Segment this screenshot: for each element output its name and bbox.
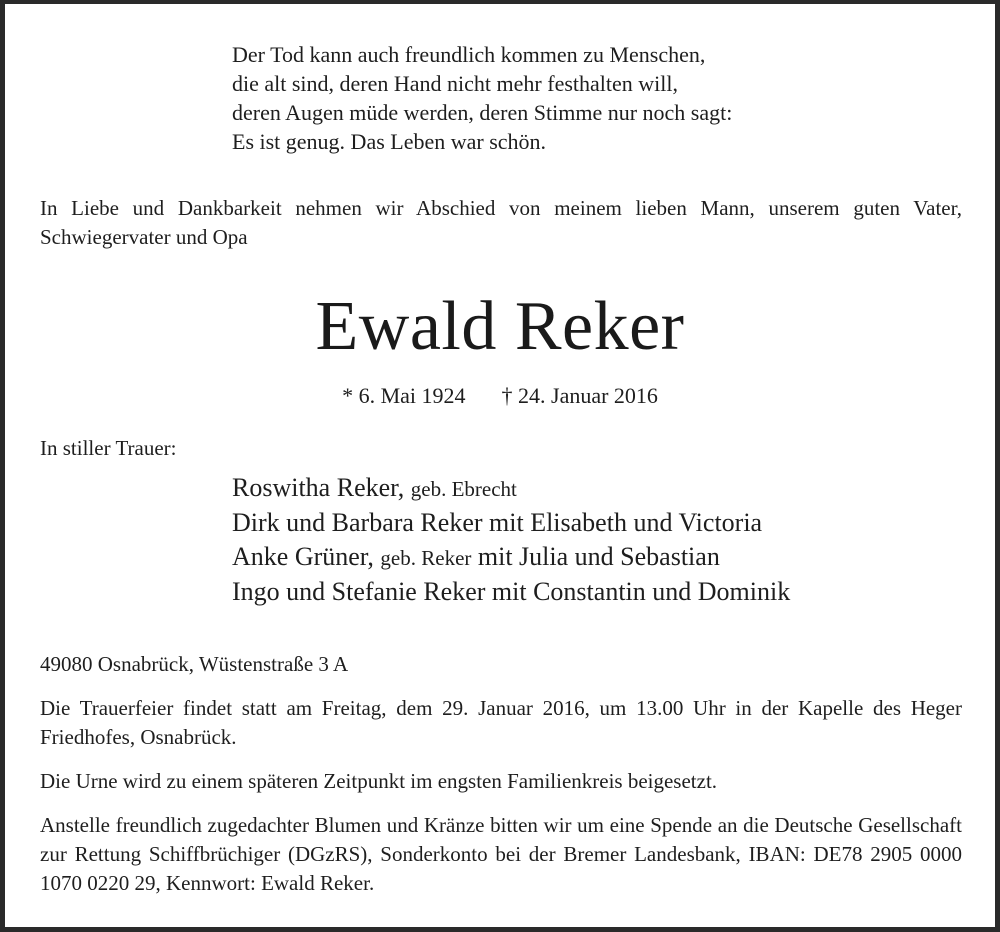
- birth-date: * 6. Mai 1924: [342, 383, 466, 408]
- mourner-name: Anke Grüner,: [232, 542, 374, 571]
- family-address: 49080 Osnabrück, Wüstenstraße 3 A: [40, 652, 349, 676]
- mourner-children: mit Julia und Sebastian: [477, 542, 720, 571]
- intro-text: In Liebe und Dankbarkeit nehmen wir Abschied von meinem lieben Mann, unserem guten Vater, Schwiegervater und Opa: [40, 196, 962, 249]
- funeral-service-info: Die Trauerfeier findet statt am Freitag, dem 29. Januar 2016, um 13.00 Uhr in der Kapelle des Heger Friedhofes, Osnabrück.: [40, 696, 962, 749]
- poem-line: die alt sind, deren Hand nicht mehr festhalten will,: [232, 71, 678, 96]
- poem-line: deren Augen müde werden, deren Stimme nur noch sagt:: [232, 100, 733, 125]
- life-dates: [0, 382, 1000, 410]
- poem-line: Es ist genug. Das Leben war schön.: [232, 129, 547, 154]
- mourners-list: [232, 471, 790, 609]
- mourner-line: [232, 540, 790, 575]
- mourner-maiden-name: geb. Reker: [380, 546, 472, 570]
- urn-burial-info: Die Urne wird zu einem späteren Zeitpunkt im engsten Familienkreis beigesetzt.: [40, 769, 718, 793]
- mourner-maiden-name: geb. Ebrecht: [410, 477, 517, 501]
- deceased-name: Ewald Reker: [315, 288, 685, 365]
- mourner-line: [232, 506, 790, 540]
- mourner-name: Dirk und Barbara Reker mit Elisabeth und Victoria: [232, 508, 763, 537]
- poem: [232, 40, 732, 156]
- donation-request: Anstelle freundlich zugedachter Blumen und Kränze bitten wir um eine Spende an die Deutsche Gesellschaft zur Rettung Schiffbrüchiger (DGzRS), Sonderkonto bei der Bremer Landesbank, IBAN: DE78 2905 0000 1070 0220 29, Kennwort: Ewald Reker.: [40, 813, 962, 895]
- death-date: † 24. Januar 2016: [501, 383, 658, 408]
- mourner-line: [232, 575, 790, 609]
- mourners-label: In stiller Trauer:: [40, 436, 177, 460]
- poem-line: Der Tod kann auch freundlich kommen zu Menschen,: [232, 42, 706, 67]
- mourner-line: [232, 471, 790, 506]
- mourner-name: Roswitha Reker,: [232, 473, 405, 502]
- mourner-name: Ingo und Stefanie Reker mit Constantin und Dominik: [232, 577, 791, 606]
